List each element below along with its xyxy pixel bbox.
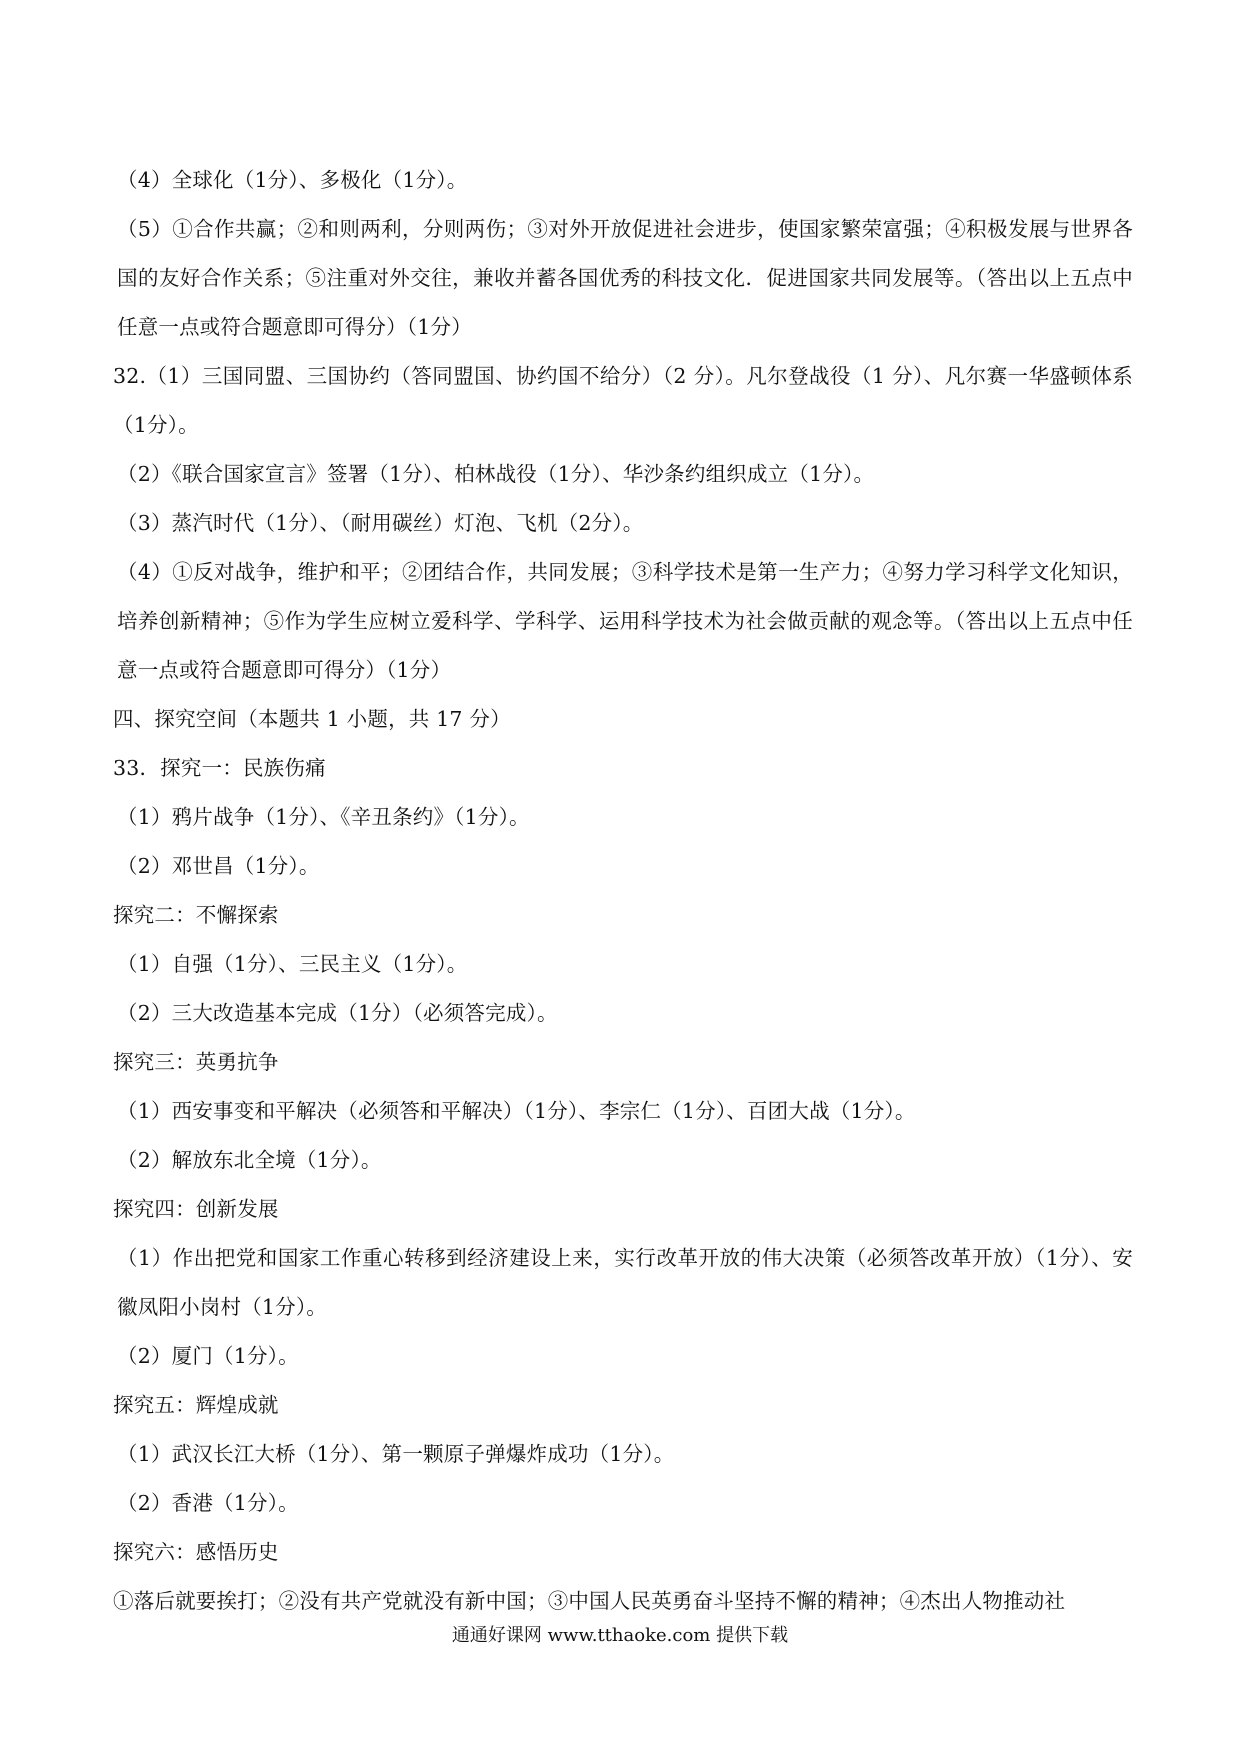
explore-5-heading: 探究五：辉煌成就 (113, 1393, 279, 1417)
explore-3-answer-1: （1）西安事变和平解决（必须答和平解决）（1分）、李宗仁（1分）、百团大战（1分）。 (117, 1099, 916, 1123)
explore-2-heading: 探究二：不懈探索 (113, 903, 279, 927)
explore-4-answer-1: （1）作出把党和国家工作重心转移到经济建设上来，实行改革开放的伟大决策（必须答改革开放）（1分）、安徽凤阳小岗村（1分）。 (117, 1246, 1133, 1319)
footer-download-note: 通通好课网 www.tthaoke.com 提供下载 (451, 1625, 789, 1646)
explore-6-heading: 探究六：感悟历史 (113, 1540, 279, 1564)
explore-1-answer-1: （1）鸦片战争（1分）、《辛丑条约》（1分）。 (117, 805, 530, 829)
explore-3-heading: 探究三：英勇抗争 (113, 1050, 279, 1074)
answer-32-1: 32.（1）三国同盟、三国协约（答同盟国、协约国不给分）（2 分）。凡尔登战役（1 分）、凡尔赛一华盛顿体系（1分）。 (113, 364, 1133, 437)
section-heading-explore: 四、探究空间（本题共 1 小题，共 17 分） (113, 707, 511, 731)
explore-1-answer-2: （2）邓世昌（1分）。 (117, 854, 320, 878)
answer-32-2: （2）《联合国家宣言》签署（1分）、柏林战役（1分）、华沙条约组织成立（1分）。 (117, 462, 875, 486)
explore-2-answer-1: （1）自强（1分）、三民主义（1分）。 (117, 952, 468, 976)
explore-5-answer-1: （1）武汉长江大桥（1分）、第一颗原子弹爆炸成功（1分）。 (117, 1442, 675, 1466)
answer-31-5: （5）①合作共赢；②和则两利，分则两伤；③对外开放促进社会进步，使国家繁荣富强；④积极发展与世界各国的友好合作关系；⑤注重对外交往，兼收并蓄各国优秀的科技文化．促进国家共同发展等。（答出以上五点中任意一点或符合题意即可得分）（1分） (117, 217, 1133, 339)
explore-4-answer-2: （2）厦门（1分）。 (117, 1344, 299, 1368)
answer-32-4: （4）①反对战争，维护和平；②团结合作，共同发展；③科学技术是第一生产力；④努力学习科学文化知识，培养创新精神；⑤作为学生应树立爱科学、学科学、运用科学技术为社会做贡献的观念等。（答出以上五点中任意一点或符合题意即可得分）（1分） (117, 560, 1133, 682)
explore-3-answer-2: （2）解放东北全境（1分）。 (117, 1148, 382, 1172)
explore-4-heading: 探究四：创新发展 (113, 1197, 279, 1221)
answer-32-3: （3）蒸汽时代（1分）、（耐用碳丝）灯泡、飞机（2分）。 (117, 511, 644, 535)
explore-1-heading: 33．探究一：民族伤痛 (113, 756, 326, 780)
answer-31-4: （4）全球化（1分）、多极化（1分）。 (117, 168, 468, 192)
explore-2-answer-2: （2）三大改造基本完成（1分）（必须答完成）。 (117, 1001, 558, 1025)
answer-content (113, 156, 1133, 1626)
explore-6-answer: ①落后就要挨打；②没有共产党就没有新中国；③中国人民英勇奋斗坚持不懈的精神；④杰出人物推动社 (113, 1589, 1066, 1613)
explore-5-answer-2: （2）香港（1分）。 (117, 1491, 299, 1515)
